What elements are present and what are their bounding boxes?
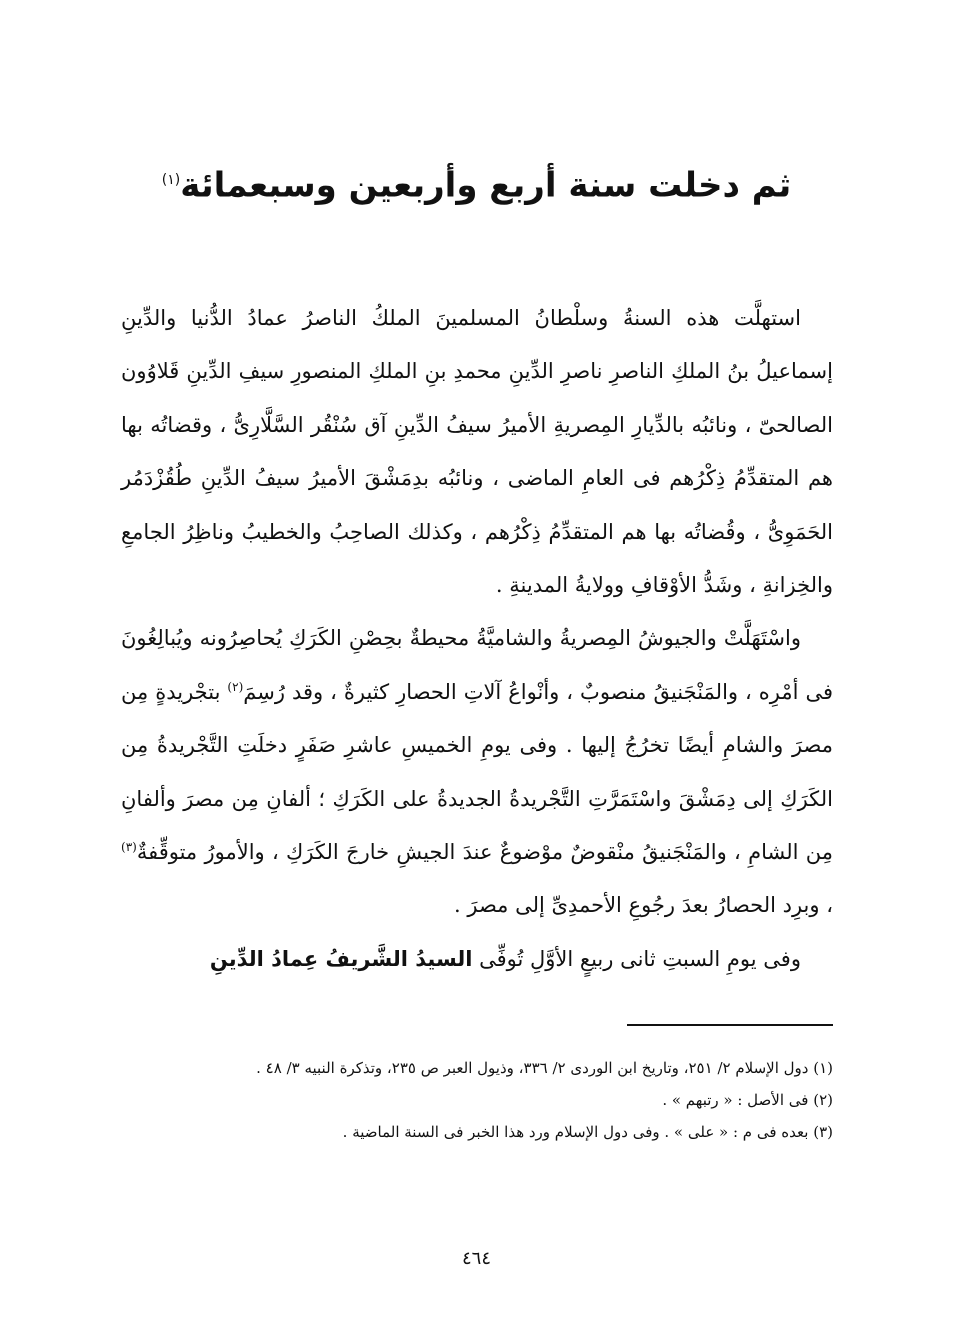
paragraph-2-part-1: واسْتَهَلَّتْ والجيوشُ المِصريةُ والشاميَّةُ محيطةٌ بحِصْنِ الكَرَكِ يُحاصِرُونه ويُبالِغُونَ فى أمْرِه ، والمَنْجَنيقُ منصوبٌ ، وأنْواعُ آلاتِ الحصارِ كثيرةٌ ، وقد رُسِمَ <box>121 626 834 704</box>
footnote-3: (٣) بعده فى م : « على » . وفى دول الإسلام ورد هذا الخبر فى السنة الماضية . <box>342 1123 833 1141</box>
paragraph-3-bold-name: السيدُ الشَّريفُ عِمادُ الدِّينِ <box>209 946 473 971</box>
chapter-title <box>100 150 853 215</box>
page-number: ٤٦٤ <box>461 1248 491 1269</box>
chapter-title-text: ثم دخلت سنة أربع وأربعين وسبعمائة <box>180 165 792 206</box>
footnotes <box>121 1052 833 1148</box>
footnote-divider <box>627 1024 833 1026</box>
main-text <box>121 292 833 986</box>
paragraph-3 <box>121 933 833 986</box>
title-footnote-mark: (١) <box>161 172 181 188</box>
paragraph-1: استهلَّت هذه السنةُ وسلْطانُ المسلمينَ الملكُ الناصرُ عمادُ الدُّنيا والدِّينِ إسماعيلُ بنُ الملكِ الناصرِ ناصرِ الدِّينِ محمدِ بنِ الملكِ المنصورِ سيفِ الدِّينِ قَلاوُون الصالحىّ ، ونائبُه بالدِّيارِ المِصريةِ الأميرُ سيفُ الدِّينِ آق سُنْقُر السَّلَّارِىُّ ، وقضاتُه بها هم المتقدِّمُ ذِكْرُهم فى العامِ الماضى ، ونائبُه بدِمَشْقَ الأميرُ سيفُ الدِّينِ طُقُزْدَمُر الحَمَوِىُّ ، وقُضاتُه بها هم المتقدِّمُ ذِكْرُهم ، وكذلك الصاحِبُ والخطيبُ وناظِرُ الجامعِ والخِزانةِ ، وشَدُّ الأوْقافِ وولايةُ المدينةِ . <box>121 306 833 598</box>
paragraph-2-part-2: بتجْريدةٍ مِن مصرَ والشامِ أيضًا تخرُجُ إليها . وفى يومِ الخميسِ عاشرِ صَفَرٍ دخلَتِ التَّجْريدةُ مِن الكَرَكِ إلى دِمَشْقَ واسْتَمَرَّتِ التَّجْريدةُ الجديدةُ على الكَرَكِ ؛ ألفانِ مِن مصرَ وألفانِ مِن الشامِ ، والمَنْجَنيقُ منْقوضٌ موْضوعٌ عندَ الجيشِ خارجَ الكَرَكِ ، والأمورُ متوقِّفةٌ <box>121 679 833 865</box>
footnote-mark-3: (٣) <box>121 840 137 855</box>
paragraph-2-part-3: ، وبرِد الحصارُ بعدَ رجُوعِ الأحمدِىِّ إلى مصرَ . <box>454 893 833 918</box>
footnote-2: (٢) فى الأصل : « رتبهم » . <box>662 1091 833 1109</box>
paragraph-3-text: وفى يومِ السبتِ ثانى ربيعٍ الأوَّلِ تُوفِّى <box>472 946 801 971</box>
paragraph-2 <box>121 612 833 932</box>
footnote-mark-2: (٢) <box>227 679 244 694</box>
footnote-1: (١) دول الإسلام ٢/ ٢٥١، وتاريخ ابن الوردى ٢/ ٣٣٦، وذيول العبر ص ٢٣٥، وتذكرة النبيه ٣/ ٤٨ . <box>256 1059 833 1077</box>
